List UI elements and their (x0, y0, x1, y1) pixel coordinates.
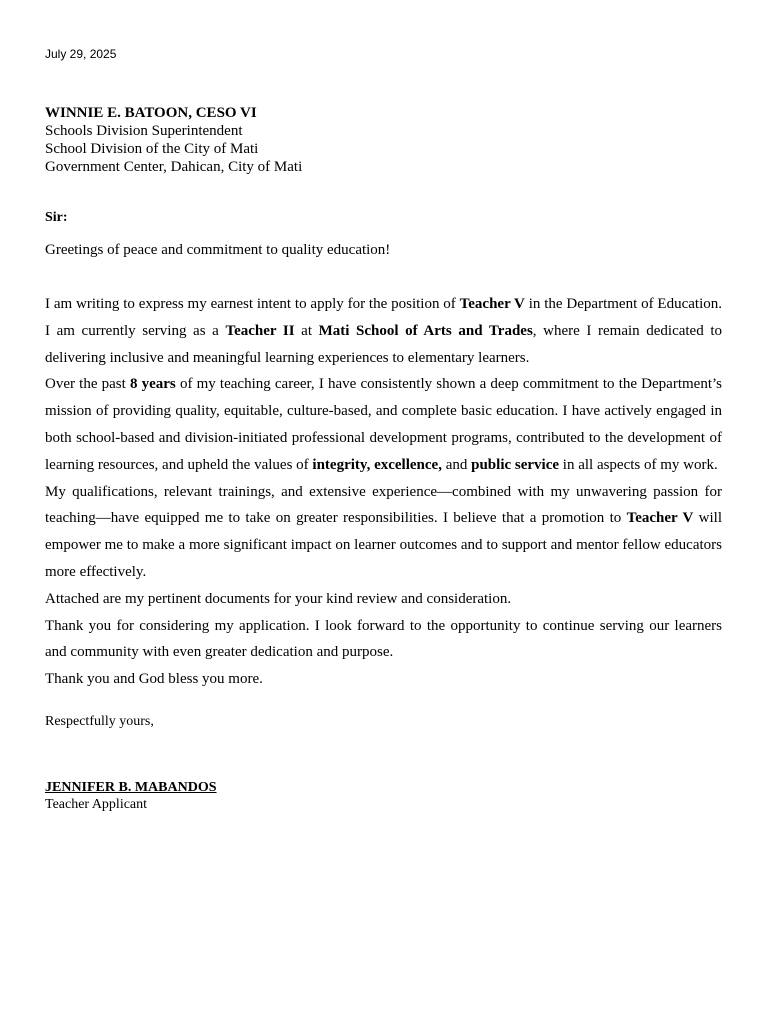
signer-role: Teacher Applicant (45, 797, 148, 812)
signature-block (45, 779, 217, 813)
text: and (441, 456, 472, 473)
text: of my teaching career, I have consistently shown a deep commitment to the Department’s mission of providing quality, equitable, culture-based, and complete basic education. I have actively engaged in both school-based and division-initiated professional development programs, contributed to the development of learning resources, and upheld the values of (45, 376, 722, 473)
values-emphasis: integrity, excellence, (312, 456, 442, 473)
letter-body (45, 291, 722, 693)
text: in all aspects of my work. (559, 456, 718, 473)
recipient-title: Schools Division Superintendent (45, 123, 243, 139)
signer-name: JENNIFER B. MABANDOS (45, 780, 217, 795)
letter-date: July 29, 2025 (45, 47, 117, 61)
text: in the Department of Education. I am currently serving as a (45, 296, 722, 339)
recipient-name: WINNIE E. BATOON, CESO VI (45, 105, 257, 121)
paragraph-blessing: Thank you and God bless you more. (45, 671, 263, 688)
school-name: Mati School of Arts and Trades (318, 322, 533, 339)
current-position: Teacher II (225, 322, 295, 339)
salutation: Sir: (45, 210, 68, 225)
paragraph-thanks: Thank you for considering my application. I look forward to the opportunity to continue serving our learners and community with even greater dedication and purpose. (45, 617, 722, 661)
paragraph-intent (45, 291, 722, 371)
paragraph-qualifications (45, 479, 722, 586)
text: , where I remain dedicated to delivering inclusive and meaningful learning experiences to elementary learners. (45, 322, 722, 366)
position-applied: Teacher V (459, 296, 525, 312)
text: at (294, 322, 319, 339)
paragraph-experience (45, 371, 722, 478)
text: I am writing to express my earnest intent to apply for the position of (45, 296, 460, 312)
position-applied: Teacher V (626, 510, 694, 527)
paragraph-attachments: Attached are my pertinent documents for your kind review and consideration. (45, 590, 512, 607)
closing: Respectfully yours, (45, 714, 154, 729)
recipient-block (45, 104, 302, 176)
greeting: Greetings of peace and commitment to quality education! (45, 242, 391, 258)
recipient-address: Government Center, Dahican, City of Mati (45, 159, 303, 175)
years-of-service: 8 years (129, 376, 176, 393)
text: will empower me to make a more significant impact on learner outcomes and to support and mentor fellow educators more effectively. (45, 510, 722, 580)
recipient-org: School Division of the City of Mati (45, 141, 259, 157)
text: My qualifications, relevant trainings, and extensive experience—combined with my unwavering passion for teaching—have equipped me to take on greater responsibilities. I believe that a promotion to (45, 483, 722, 527)
public-service-emphasis: public service (471, 456, 560, 473)
text: Over the past (45, 376, 130, 393)
